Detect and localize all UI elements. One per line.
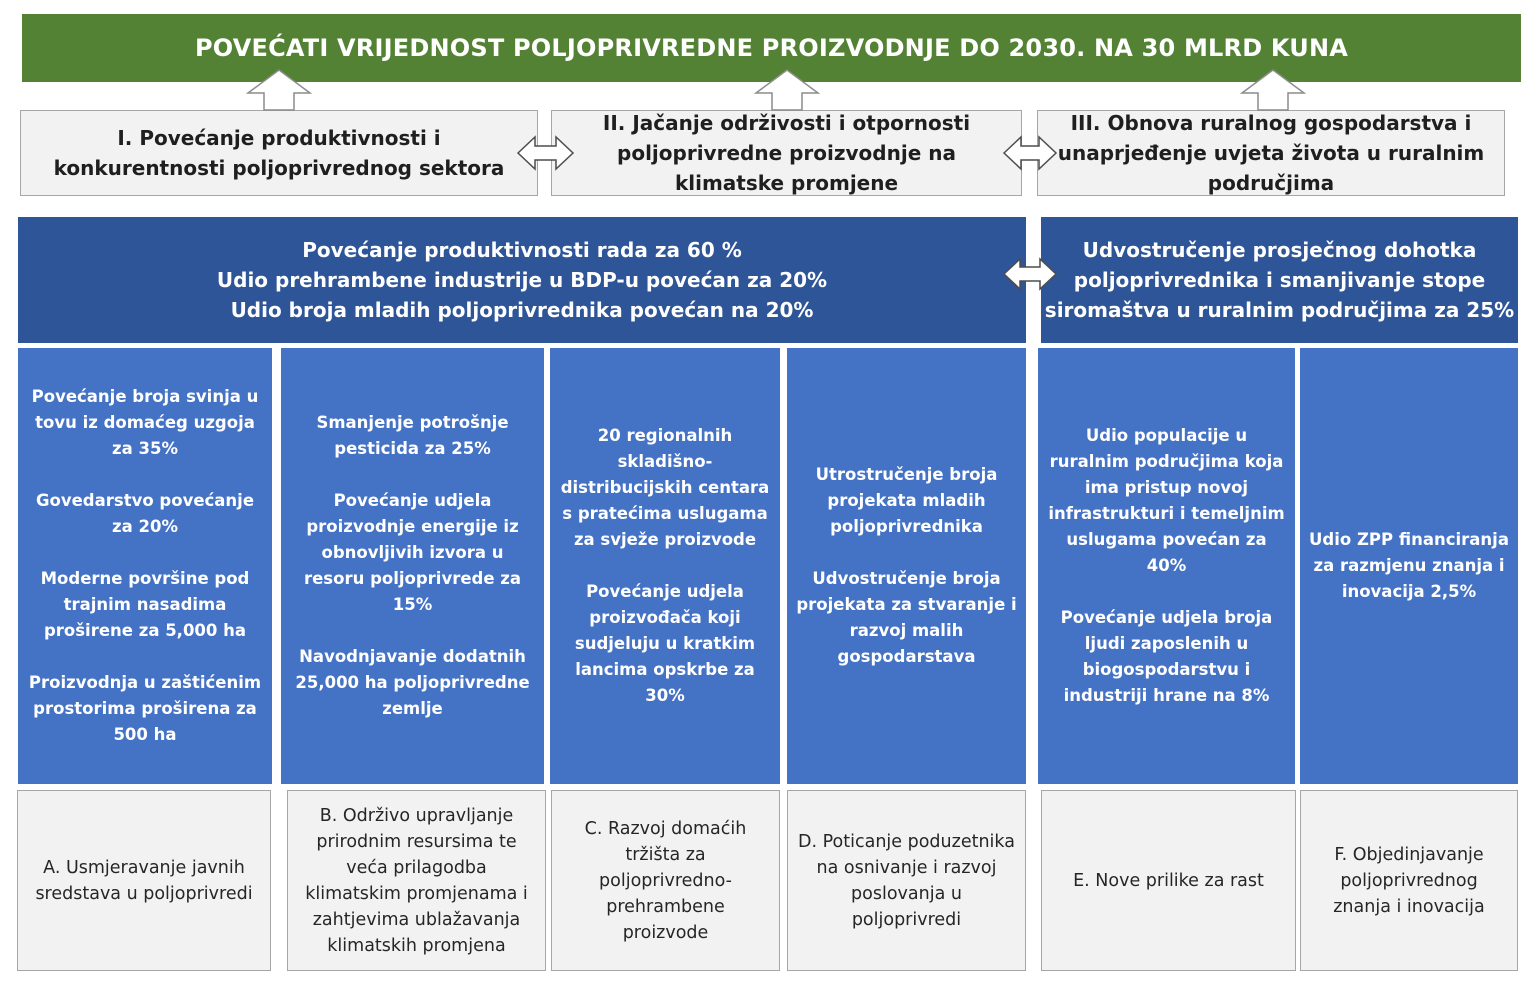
- indicator-e-2: Povećanje udjela broja ljudi zaposlenih u biogospodarstvu i industriji hrane na 8%: [1060, 608, 1273, 705]
- measure-b-text: B. Održivo upravljanje prirodnim resursima te veća prilagodba klimatskim promjenama i zahtjevima ublažavanja klimatskih promjena: [305, 805, 528, 956]
- indicator-b-1: Smanjenje potrošnje pesticida za 25%: [316, 413, 509, 458]
- measure-e-box: [1041, 790, 1296, 971]
- indicator-a-3: Moderne površine pod trajnim nasadima proširene za 5,000 ha: [40, 569, 250, 640]
- goal-banner-title: POVEĆATI VRIJEDNOST POLJOPRIVREDNE PROIZVODNJE DO 2030. NA 30 MLRD KUNA: [194, 34, 1349, 62]
- measure-c-text: C. Razvoj domaćih tržišta za poljoprivredno-prehrambene proizvode: [584, 818, 747, 943]
- indicator-c-2: Povećanje udjela proizvođača koji sudjeluju u kratkim lancima opskrbe za 30%: [574, 582, 756, 705]
- pillar-2-text: II. Jačanje održivosti i otpornosti poljoprivredne proizvodnje na klimatske promjene: [602, 111, 971, 195]
- pillar-3-text: III. Obnova ruralnog gospodarstva i unaprjeđenje uvjeta života u ruralnim područjima: [1057, 111, 1485, 195]
- indicator-column-b: [281, 348, 544, 784]
- indicator-column-c: [550, 348, 780, 784]
- indicator-column-f: [1300, 348, 1518, 784]
- indicator-b-3: Navodnjavanje dodatnih 25,000 ha poljoprivredne zemlje: [295, 647, 530, 718]
- measure-c-box: [551, 790, 780, 971]
- target-left-box: [18, 217, 1026, 343]
- indicator-column-a: [18, 348, 272, 784]
- indicator-column-e: [1038, 348, 1295, 784]
- measure-b-box: [287, 790, 546, 971]
- target-right-line-2: poljoprivrednika i smanjivanje stope: [1073, 268, 1486, 292]
- pillar-3-box: [1037, 110, 1505, 196]
- indicator-f-1: Udio ZPP financiranja za razmjenu znanja i inovacija 2,5%: [1309, 530, 1509, 601]
- measure-a-box: [17, 790, 271, 971]
- pillar-2-box: [551, 110, 1022, 196]
- indicator-d-1: Utrostručenje broja projekata mladih poljoprivrednika: [815, 465, 998, 536]
- measure-e-text: E. Nove prilike za rast: [1073, 870, 1264, 891]
- target-left-line-3: Udio broja mladih poljoprivrednika povećan na 20%: [230, 298, 814, 322]
- target-right-line-1: Udvostručenje prosječnog dohotka: [1082, 238, 1477, 262]
- target-left-line-2: Udio prehrambene industrije u BDP-u povećan za 20%: [216, 268, 828, 292]
- indicator-b-2: Povećanje udjela proizvodnje energije iz obnovljivih izvora u resoru poljoprivrede za 15%: [303, 491, 522, 614]
- indicator-a-1: Povećanje broja svinja u tovu iz domaćeg uzgoja za 35%: [31, 387, 259, 458]
- measure-f-box: [1300, 790, 1518, 971]
- indicator-a-4: Proizvodnja u zaštićenim prostorima proširena za 500 ha: [28, 673, 262, 744]
- goal-banner: [22, 14, 1521, 82]
- indicator-d-2: Udvostručenje broja projekata za stvaranje i razvoj malih gospodarstava: [796, 569, 1017, 666]
- pillar-1-box: [20, 110, 538, 196]
- target-right-box: [1041, 217, 1518, 343]
- indicator-column-d: [787, 348, 1026, 784]
- pillar-1-text: I. Povećanje produktivnosti i konkurentnosti poljoprivrednog sektora: [53, 126, 505, 180]
- measure-d-box: [787, 790, 1026, 971]
- indicator-c-1: 20 regionalnih skladišno-distribucijskih centara s pratećima uslugama za svježe proizvode: [560, 426, 770, 549]
- measure-f-text: F. Objedinjavanje poljoprivrednog znanja i inovacija: [1333, 844, 1485, 917]
- measure-d-text: D. Poticanje poduzetnika na osnivanje i razvoj poslovanja u poljoprivredi: [798, 831, 1015, 930]
- target-right-line-3: siromaštva u ruralnim područjima za 25%: [1044, 298, 1515, 322]
- target-left-line-1: Povećanje produktivnosti rada za 60 %: [302, 238, 742, 262]
- indicator-e-1: Udio populacije u ruralnim područjima koja ima pristup novoj infrastrukturi i temeljnim uslugama povećan za 40%: [1048, 426, 1285, 575]
- measure-a-text: A. Usmjeravanje javnih sredstava u poljoprivredi: [35, 857, 253, 904]
- indicator-a-2: Govedarstvo povećanje za 20%: [35, 491, 255, 536]
